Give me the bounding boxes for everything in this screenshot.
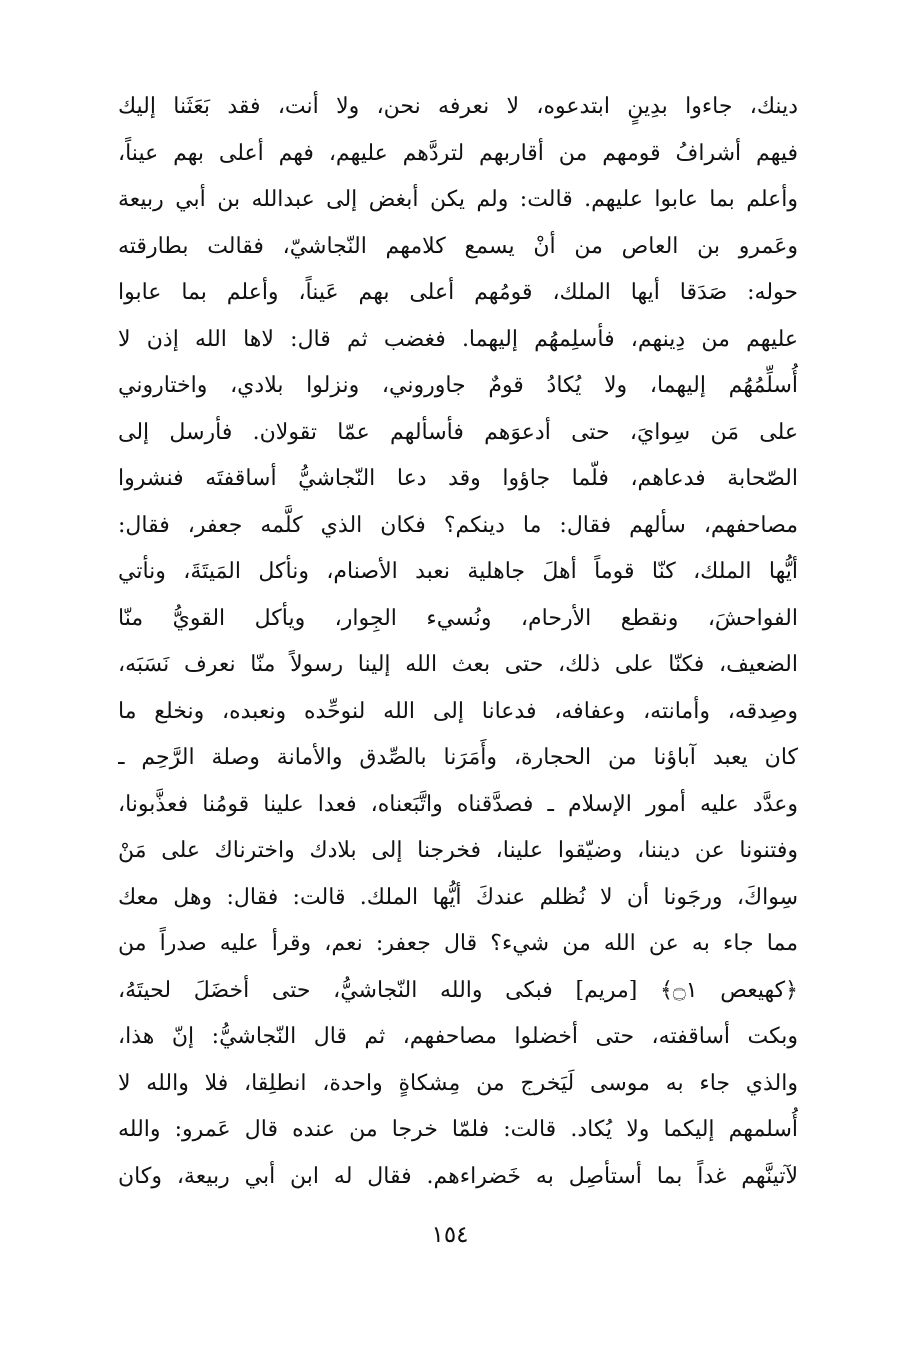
text-line: عليهم من دِينهم، فأسلِمهُم إليهما. فغضب ثم قال: لاها الله إذن لا bbox=[118, 326, 798, 352]
text-line: وصِدقه، وأمانته، وعفافه، فدعانا إلى الله لنوحِّده ونعبده، ونخلع ما bbox=[118, 698, 798, 724]
text-line: مصاحفهم، سألهم فقال: ما دينكم؟ فكان الذي كلَّمه جعفر، فقال: bbox=[118, 512, 798, 538]
text-line: أيُّها الملك، كنّا قوماً أهلَ جاهلية نعبد الأصنام، ونأكل المَيتَةَ، ونأتي bbox=[118, 559, 798, 584]
text-line: الفواحشَ، ونقطع الأرحام، ونُسيء الجِوار، ويأكل القويُّ منّا bbox=[118, 605, 798, 631]
text-line: الصّحابة فدعاهم، فلّما جاؤوا وقد دعا النّجاشيُّ أساقفتَه فنشروا bbox=[118, 466, 798, 491]
text-line: وعدَّد عليه أمور الإسلام ـ فصدَّقناه واتَّبَعناه، فعدا علينا قومُنا فعذَّبونا، bbox=[118, 791, 798, 817]
text-line: أُسلمهم إليكما ولا يُكاد. قالت: فلمّا خرجا من عنده قال عَمرو: والله bbox=[118, 1117, 798, 1142]
text-line: كان يعبد آباؤنا من الحجارة، وأَمَرَنا بالصِّدق والأمانة وصلة الرَّحِم ـ bbox=[118, 745, 798, 770]
text-line: وفتنونا عن ديننا، وضيّقوا علينا، فخرجنا إلى بلادك واخترناك على مَنْ bbox=[118, 838, 798, 863]
page-number: ١٥٤ bbox=[431, 1222, 469, 1248]
text-line: لآتينَّهم غداً بما أستأصِل به خَضراءهم. فقال له ابن أبي ربيعة، وكان bbox=[118, 1163, 798, 1189]
text-line: وعَمرو بن العاص من أنْ يسمع كلامهم النّجاشيّ، فقالت بطارقته bbox=[118, 233, 798, 259]
text-line: الضعيف، فكنّا على ذلك، حتى بعث الله إلينا رسولاً منّا نعرف نَسَبَه، bbox=[118, 652, 798, 677]
body-text bbox=[118, 84, 798, 1200]
text-line: وأعلم بما عابوا عليهم. قالت: ولم يكن أبغض إلى عبدالله بن أبي ربيعة bbox=[118, 187, 798, 212]
text-line: فيهم أشرافُ قومهم من أقاربهم لتردَّهم عليهم، فهم أعلى بهم عيناً، bbox=[118, 140, 798, 166]
text-line: حوله: صَدَقا أيها الملك، قومُهم أعلى بهم عَيناً، وأعلم بما عابوا bbox=[118, 280, 798, 305]
text-line: على مَن سِوايَ، حتى أدعوَهم فأسألهم عمّا تقولان. فأرسل إلى bbox=[118, 419, 798, 445]
text-line: دينك، جاءوا بدِينٍ ابتدعوه، لا نعرفه نحن، ولا أنت، فقد بَعَثَنا إليك bbox=[118, 94, 798, 119]
quran-quote-line: ﴿كهيعص ۝١﴾ [مريم] فبكى والله النّجاشيُّ، حتى أخضَلَ لحيتَهُ، bbox=[118, 977, 798, 1003]
text-line: مما جاء به عن الله من شيء؟ قال جعفر: نعم، وقرأ عليه صدراً من bbox=[118, 931, 798, 956]
text-line: والذي جاء به موسى لَيَخرج من مِشكاةٍ واحدة، انطلِقا، فلا والله لا bbox=[118, 1070, 798, 1096]
text-line: أُسلِّمُهُم إليهما، ولا يُكادُ قومٌ جاوروني، ونزلوا بلادي، واختاروني bbox=[118, 373, 798, 398]
text-line: سِواكَ، ورجَونا أن لا نُظلم عندكَ أيُّها الملك. قالت: فقال: وهل معك bbox=[118, 884, 798, 910]
text-line: وبكت أساقفته، حتى أخضلوا مصاحفهم، ثم قال النّجاشيُّ: إنّ هذا، bbox=[118, 1024, 798, 1049]
